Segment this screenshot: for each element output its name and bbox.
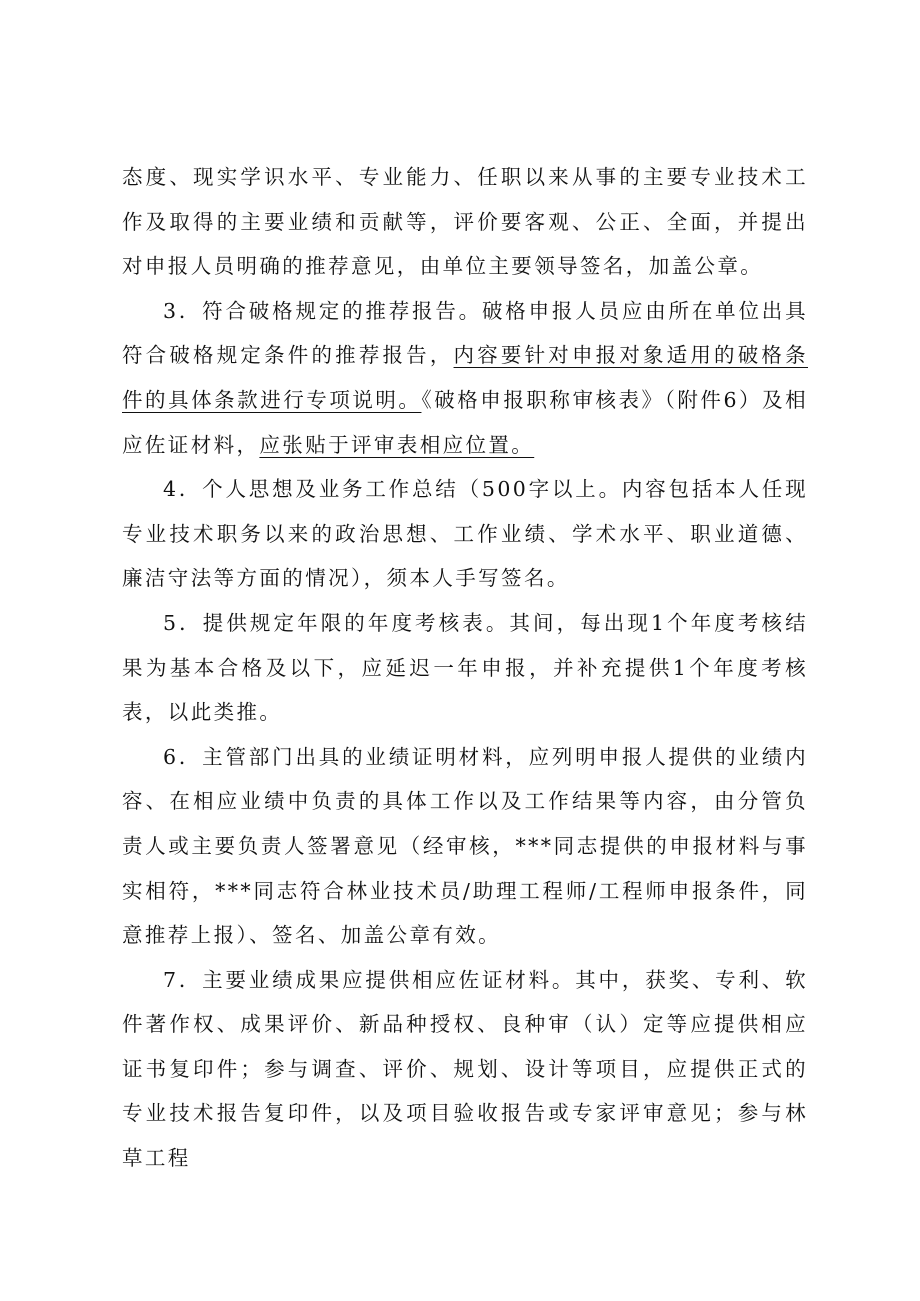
paragraph-text: 3．符合破格规定的推荐报告。破格申报人员应由所在单位出具符合破格规定条件的推荐报告， — [122, 298, 808, 368]
underlined-text: 应张贴于评审表相应位置。 — [259, 432, 535, 457]
paragraph-item-3 — [122, 289, 808, 467]
paragraph-text: 5．提供规定年限的年度考核表。其间，每出现1个年度考核结果为基本合格及以下，应延迟一年申报，并补充提供1个年度考核表，以此类推。 — [122, 610, 808, 725]
paragraph-item-5 — [122, 601, 808, 735]
underlined-text: 内容要针对申报对象适用的破格条件的具体条款进行专项说明。 — [122, 343, 808, 412]
paragraph-item-4 — [122, 467, 808, 601]
paragraph-text: 态度、现实学识水平、专业能力、任职以来从事的主要专业技术工作及取得的主要业绩和贡献等，评价要客观、公正、全面，并提出对申报人员明确的推荐意见，由单位主要领导签名，加盖公章。 — [122, 165, 808, 279]
paragraph-text: 6．主管部门出具的业绩证明材料，应列明申报人提供的业绩内容、在相应业绩中负责的具体工作以及工作结果等内容，由分管负责人或主要负责人签署意见（经审核，***同志提供的申报材料与事实相符，***同志符合林业技术员/助理工程师/工程师申报条件，同意推荐上报）、签名、加盖公章有效。 — [122, 744, 808, 948]
paragraph-continuation — [122, 155, 808, 289]
paragraph-text: 《破格申报职称审核表》（附件6）及相应佐证材料， — [122, 387, 808, 457]
document-body — [122, 155, 808, 1181]
paragraph-text: 4．个人思想及业务工作总结（500字以上。内容包括本人任现专业技术职务以来的政治思想、工作业绩、学术水平、职业道德、廉洁守法等方面的情况），须本人手写签名。 — [122, 477, 808, 591]
paragraph-text: 7．主要业绩成果应提供相应佐证材料。其中，获奖、专利、软件著作权、成果评价、新品种授权、良种审（认）定等应提供相应证书复印件；参与调查、评价、规划、设计等项目，应提供正式的专业技术报告复印件，以及项目验收报告或专家评审意见；参与林草工程 — [122, 967, 808, 1171]
paragraph-item-7 — [122, 958, 808, 1181]
paragraph-item-6 — [122, 735, 808, 958]
